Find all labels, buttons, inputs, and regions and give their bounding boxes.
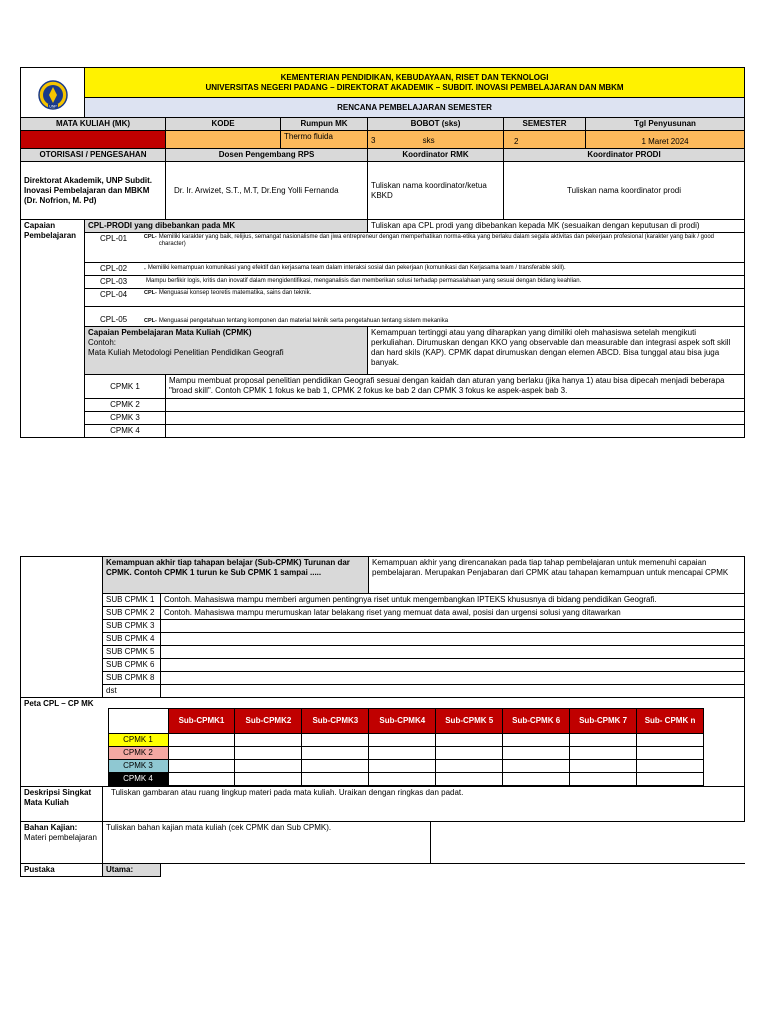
peta-cell-value xyxy=(570,734,637,747)
peta-col-header: Sub-CPMK3 xyxy=(302,709,369,734)
capaian-label: Capaian Pembelajaran xyxy=(21,220,85,438)
bahan-label: Bahan Kajian: xyxy=(24,823,78,832)
pustaka-label: Pustaka xyxy=(21,864,103,877)
deskripsi-text: Tuliskan gambaran atau ruang lingkup materi pada mata kuliah. Uraikan dengan ringkas dan padat. xyxy=(103,787,745,822)
cpl-tag: CPL- xyxy=(144,290,157,296)
peta-cell-value xyxy=(235,747,302,760)
sub-cpmk-code: SUB CPMK 3 xyxy=(103,620,161,633)
peta-matrix xyxy=(108,708,705,786)
cpl-item xyxy=(85,263,745,276)
sub-cpmk-code: SUB CPMK 2 xyxy=(103,607,161,620)
cpmk-text xyxy=(166,412,745,425)
peta-row xyxy=(108,747,704,760)
cpmk-code: CPMK 2 xyxy=(85,399,166,412)
peta-cell-value xyxy=(570,760,637,773)
peta-cell-value xyxy=(503,760,570,773)
peta-label: Peta CPL – CP MK xyxy=(21,698,103,787)
semester-value: 2 xyxy=(504,131,586,149)
peta-cell-value xyxy=(369,747,436,760)
bahan-extra xyxy=(431,822,745,864)
dosen-label: Dosen Pengembang RPS xyxy=(166,149,368,162)
cpl-code: CPL-05 xyxy=(100,315,128,324)
bobot-number: 3 xyxy=(371,136,376,145)
peta-cell-value xyxy=(436,734,503,747)
cpmk-header-cell xyxy=(85,327,368,375)
sub-cpmk-text xyxy=(161,659,745,672)
bahan-label-cell xyxy=(21,822,103,864)
cpmk-text: Mampu membuat proposal penelitian pendidikan Geografi sesuai dengan kaidah dan aturan yang berlaku (jika hanya 1) atau bisa dipecah menjadi beberapa "broad skill". Contoh CPMK 1 fokus ke bab 1, CPMK 2 fokus ke bab 2 dan CPMK 3 fokus ke aspek-aspek bab 3. xyxy=(166,375,745,399)
document-title: RENCANA PEMBELAJARAN SEMESTER xyxy=(85,98,745,118)
cpl-item xyxy=(85,289,745,307)
peta-cell-value xyxy=(369,734,436,747)
cpl-code: CPL-02 xyxy=(100,264,128,273)
kode-value xyxy=(166,131,281,149)
peta-col-header: Sub- CPMK n xyxy=(637,709,704,734)
peta-cell-value xyxy=(637,760,704,773)
pustaka-blank xyxy=(161,864,745,877)
logo-cell xyxy=(21,68,85,118)
cpl-item xyxy=(85,307,745,327)
peta-col-header: Sub-CPMK 5 xyxy=(436,709,503,734)
peta-cell-value xyxy=(436,760,503,773)
peta-cell-value xyxy=(302,773,369,786)
col-mata-kuliah: MATA KULIAH (MK) xyxy=(21,118,166,131)
mata-kuliah-value xyxy=(21,131,166,149)
tgl-value: 1 Maret 2024 xyxy=(586,131,745,149)
cpl-text: Memiliki kemampuan komunikasi yang efektif dan kerjasama team dalam interaksi sosial dan pekerjaan (komunikasi dan Kerjasama team / transferable skill). xyxy=(147,265,566,272)
peta-corner xyxy=(108,709,168,734)
peta-cell-value xyxy=(235,773,302,786)
peta-cell-value xyxy=(235,734,302,747)
peta-cell-value xyxy=(302,734,369,747)
rmk-label: Koordinator RMK xyxy=(368,149,504,162)
peta-cell-value xyxy=(168,760,235,773)
cpl-note: Tuliskan apa CPL prodi yang dibebankan kepada MK (sesuaikan dengan keputusan di prodi) xyxy=(368,220,745,233)
sub-cpmk-code: SUB CPMK 1 xyxy=(103,594,161,607)
peta-row xyxy=(108,773,704,786)
sub-cpmk-text xyxy=(161,685,745,698)
rmk-name: Tuliskan nama koordinator/ketua KBKD xyxy=(368,162,504,220)
peta-row-label: CPMK 3 xyxy=(108,760,168,773)
peta-col-header: Sub-CPMK1 xyxy=(168,709,235,734)
col-tgl: Tgl Penyusunan xyxy=(586,118,745,131)
cpl-item xyxy=(85,276,745,289)
ministry-line: KEMENTERIAN PENDIDIKAN, KEBUDAYAAN, RISET DAN TEKNOLOGI xyxy=(280,72,549,82)
sub-cpmk-text xyxy=(161,672,745,685)
peta-cell-value xyxy=(168,773,235,786)
peta-row-label: CPMK 2 xyxy=(108,747,168,760)
peta-row xyxy=(108,734,704,747)
peta-cell-value xyxy=(436,773,503,786)
peta-cell-value xyxy=(637,734,704,747)
sub-cpmk-text: Contoh. Mahasiswa mampu merumuskan latar belakang riset yang memuat data awal, posisi dan urgensi solusi yang ditawarkan xyxy=(161,607,745,620)
sub-cpmk-text: Contoh. Mahasiswa mampu memberi argumen pentingnya riset untuk mengembangkan IPTEKS khususnya di bidang pendidikan Geografi. xyxy=(161,594,745,607)
rps-main-table xyxy=(20,67,745,438)
peta-row-label: CPMK 4 xyxy=(108,773,168,786)
peta-cell-value xyxy=(503,773,570,786)
pustaka-utama: Utama: xyxy=(103,864,161,877)
cpmk-text xyxy=(166,399,745,412)
otorisasi-label: OTORISASI / PENGESAHAN xyxy=(21,149,166,162)
sub-cpmk-text xyxy=(161,620,745,633)
sub-cpmk-text xyxy=(161,633,745,646)
cpmk-example-label: Contoh: xyxy=(88,338,117,347)
peta-cell-value xyxy=(503,747,570,760)
cpmk-code: CPMK 1 xyxy=(85,375,166,399)
peta-cell-value xyxy=(637,747,704,760)
peta-col-header: Sub-CPMK 6 xyxy=(503,709,570,734)
peta-cell-value xyxy=(369,773,436,786)
col-kode: KODE xyxy=(166,118,281,131)
sub-cpmk-blank xyxy=(21,557,103,698)
cpl-tag: CPL- xyxy=(143,234,157,240)
cpl-header: CPL-PRODI yang dibebankan pada MK xyxy=(85,220,368,233)
peta-cell-value xyxy=(369,760,436,773)
cpmk-note: Kemampuan tertinggi atau yang diharapkan yang dimiliki oleh mahasiswa setelah mengikuti perkuliahan. Dirumuskan dengan KKO yang observable dan measurable dan integrasi aspek soft skill dan hard skils (KAP). CPMK dapat dirumuskan dengan elemen ABCD. Bisa tunggal atau bisa juga banyak. xyxy=(368,327,745,375)
peta-cell-value xyxy=(302,760,369,773)
peta-row-label: CPMK 1 xyxy=(108,734,168,747)
cpmk-text xyxy=(166,425,745,438)
sub-cpmk-code: dst xyxy=(103,685,161,698)
sub-cpmk-code: SUB CPMK 8 xyxy=(103,672,161,685)
peta-cell xyxy=(103,698,745,787)
cpl-code: CPL-03 xyxy=(100,277,128,286)
bahan-text: Tuliskan bahan kajian mata kuliah (cek CPMK dan Sub CPMK). xyxy=(103,822,431,864)
cpmk-code: CPMK 4 xyxy=(85,425,166,438)
peta-cell-value xyxy=(570,747,637,760)
bobot-value xyxy=(368,131,504,149)
logo-text: UNP xyxy=(48,103,57,108)
col-bobot: BOBOT (sks) xyxy=(368,118,504,131)
cpl-tag: CPL- xyxy=(144,318,157,325)
cpmk-header: Capaian Pembelajaran Mata Kuliah (CPMK) xyxy=(88,328,252,337)
peta-cell-value xyxy=(235,760,302,773)
col-semester: SEMESTER xyxy=(504,118,586,131)
sub-cpmk-header: Kemampuan akhir tiap tahapan belajar (Sub-CPMK) Turunan dar CPMK. Contoh CPMK 1 turun ke Sub CPMK 1 sampai ..... xyxy=(103,557,369,594)
cpl-text: Memiliki karakter yang baik, relijius, semangat nasionalisme dan jiwa entrepreneur dengan memperhatikan norma-etika yang berlaku dalam segala aktivitas dan pekerjaan profesional (karakter yang baik / good character) xyxy=(158,234,715,248)
cpl-text: Menguasai pengetahuan tentang komponen dan material teknik serta pengetahuan tentang sistem mekanika xyxy=(158,317,449,324)
dosen-names: Dr. Ir. Arwizet, S.T., M.T, Dr.Eng Yolli Fernanda xyxy=(166,162,368,220)
sub-cpmk-note: Kemampuan akhir yang direncanakan pada tiap tahap pembelajaran untuk memenuhi capaian pembelajaran. Merupakan Penjabaran dari CPMK atau tahapan kemampuan untuk mencapai CPMK xyxy=(369,557,745,594)
peta-cell-value xyxy=(503,734,570,747)
cpl-tag: - xyxy=(144,265,146,272)
sub-cpmk-code: SUB CPMK 5 xyxy=(103,646,161,659)
peta-cell-value xyxy=(436,747,503,760)
rps-detail-table xyxy=(20,556,745,877)
university-logo-icon xyxy=(38,80,68,110)
cpmk-code: CPMK 3 xyxy=(85,412,166,425)
university-line: UNIVERSITAS NEGERI PADANG – DIREKTORAT AKADEMIK – SUBDIT. INOVASI PEMBELAJARAN DAN MBKM xyxy=(205,82,624,92)
sub-cpmk-code: SUB CPMK 6 xyxy=(103,659,161,672)
cpl-code: CPL-04 xyxy=(100,290,128,299)
peta-cell-value xyxy=(637,773,704,786)
peta-cell-value xyxy=(168,747,235,760)
peta-row xyxy=(108,760,704,773)
bahan-sublabel: Materi pembelajaran xyxy=(24,833,97,842)
deskripsi-label: Deskripsi Singkat Mata Kuliah xyxy=(21,787,103,822)
bobot-unit: sks xyxy=(422,136,435,145)
peta-cell-value xyxy=(302,747,369,760)
cpl-text: Mampu berfikir logis, kritis dan inovatif dalam mengidentifikasi, menganalisis dan memberikan solusi terhadap permasalahaan yang sesuai dengan bidang keahlian. xyxy=(146,278,582,285)
peta-col-header: Sub-CPMK4 xyxy=(369,709,436,734)
peta-col-header: Sub-CPMK 7 xyxy=(570,709,637,734)
cpmk-example: Mata Kuliah Metodologi Penelitian Pendidikan Geografi xyxy=(88,348,284,357)
sub-cpmk-code: SUB CPMK 4 xyxy=(103,633,161,646)
col-rumpun: Rumpun MK xyxy=(281,118,368,131)
sub-cpmk-text xyxy=(161,646,745,659)
peta-cell-value xyxy=(168,734,235,747)
direktorat-text: Direktorat Akademik, UNP Subdit. Inovasi Pembelajaran dan MBKM (Dr. Nofrion, M. Pd) xyxy=(21,162,166,220)
rumpun-value: Thermo fluida xyxy=(281,131,368,149)
prodi-label: Koordinator PRODI xyxy=(504,149,745,162)
cpl-text: Menguasai konsep teoretis matematika, sains dan teknik. xyxy=(158,290,312,296)
peta-cell-value xyxy=(570,773,637,786)
peta-col-header: Sub-CPMK2 xyxy=(235,709,302,734)
prodi-name: Tuliskan nama koordinator prodi xyxy=(504,162,745,220)
cpl-code: CPL-01 xyxy=(100,234,128,243)
cpl-item xyxy=(85,233,745,263)
